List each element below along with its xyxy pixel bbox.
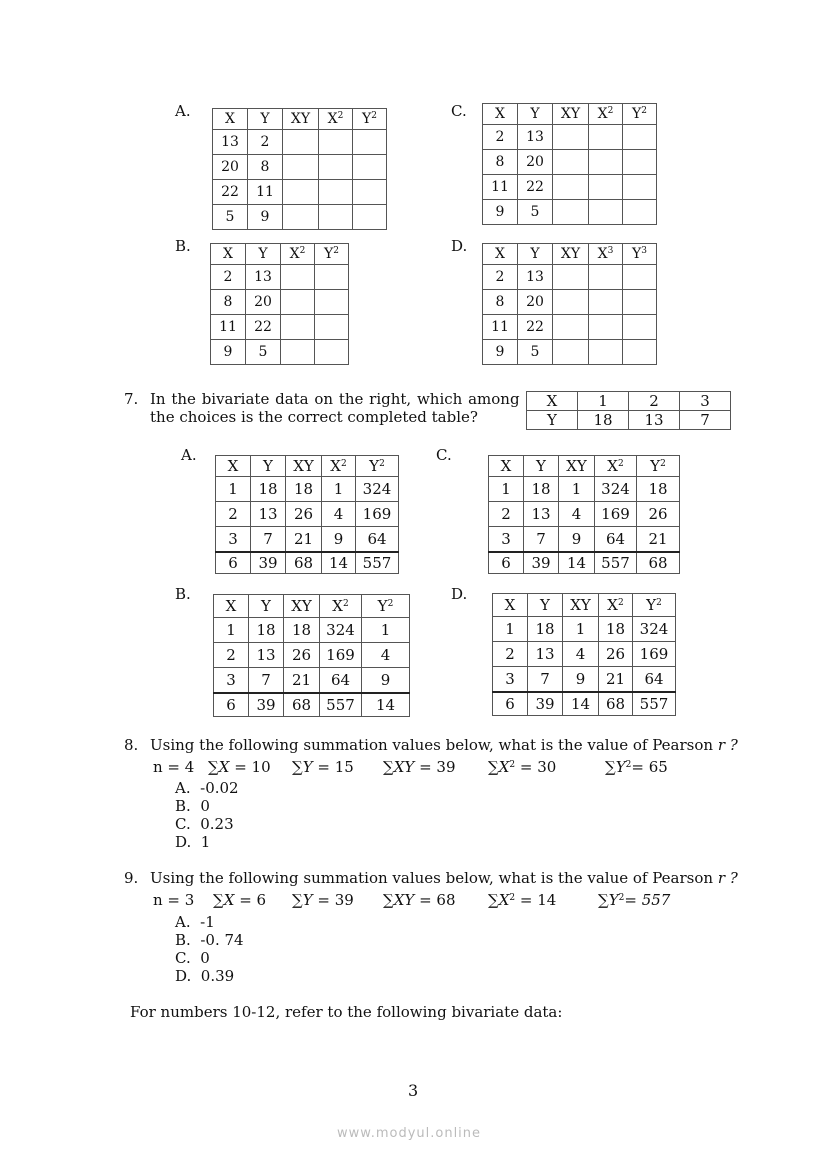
table-cell: 324 [595,477,637,502]
table-header-cell: $Y^2$ [362,595,410,618]
instruction-text: For numbers 10-12, refer to the following bivariate data: [130,1003,563,1021]
q9-option-a: A. -1 [175,913,215,931]
table-cell: 20 [213,155,248,180]
table-row [483,125,657,150]
table-cell: 1 [322,477,356,502]
table-cell [283,155,319,180]
table-cell [589,290,623,315]
table-cell: 557 [595,552,637,574]
table-cell: 2 [214,643,249,668]
table-cell: 68 [599,692,633,716]
table-cell: 7 [528,667,563,693]
table-cell [589,125,623,150]
table-cell: 6 [216,552,251,574]
table-row [216,477,399,502]
table-cell: 22 [518,175,553,200]
table-header-cell: X [213,109,248,130]
table-row [483,150,657,175]
table-cell [553,125,589,150]
table-cell: 64 [595,527,637,553]
table-header-cell: Y [246,244,281,265]
table-cell: 2 [248,130,283,155]
table-header-row [483,104,657,125]
table-cell [589,315,623,340]
table-row [493,692,676,716]
table-header-cell: X [493,594,528,617]
table-cell: 13 [246,265,281,290]
table-row [216,527,399,553]
table-cell [315,265,349,290]
table-cell: 169 [633,642,676,667]
table-cell [283,180,319,205]
table-cell: 26 [284,643,320,668]
table-cell: 11 [483,175,518,200]
table-header-cell: $X^2$ [320,595,362,618]
q8-sum-x2: $\sum X^2 = 30$ [488,758,557,776]
q9-sum-y2: $\sum Y^2= 557$ [598,891,671,909]
table-cell [623,175,657,200]
q9-sum-y: ∑Y = 39 [292,891,354,909]
table-cell [281,315,315,340]
table-header-cell: XY [284,595,320,618]
table-row [214,693,410,717]
q8-text [150,736,738,754]
table-cell: 22 [246,315,281,340]
table-cell [623,265,657,290]
table-row [213,155,387,180]
table-cell [623,315,657,340]
table-cell: 13 [518,125,553,150]
table-cell [353,155,387,180]
table-cell: 7 [251,527,286,553]
table-header-cell: Y [518,244,553,265]
table-cell: 18 [286,477,322,502]
table-header-cell: $Y^2$ [633,594,676,617]
table-cell: 18 [524,477,559,502]
table-cell [553,150,589,175]
table-cell: 6 [214,693,249,717]
table-row [483,315,657,340]
q7-option-a-label: A. [181,446,197,464]
table-cell: 4 [322,502,356,527]
table-cell [623,125,657,150]
table-header-cell: $X^2$ [599,594,633,617]
table-header-cell: XY [283,109,319,130]
table-cell [353,180,387,205]
q8-n: n = 4 [153,758,195,776]
q8-sum-y: ∑Y = 15 [292,758,354,776]
table-cell: 64 [633,667,676,693]
q6-option-a-label: A. [175,102,191,120]
table-cell: 18 [284,618,320,643]
table-cell: 1 [559,477,595,502]
table-row [493,642,676,667]
q8-sum-x: ∑X = 10 [208,758,271,776]
table-cell: 18 [528,617,563,642]
table-row [493,667,676,693]
table-cell: 68 [286,552,322,574]
table-row [213,205,387,230]
table-cell: 9 [362,668,410,694]
q6-option-b-label: B. [175,237,191,255]
table-header-cell: X [211,244,246,265]
q9-pearson-r: r ? [717,869,738,887]
q8-number: 8. [124,736,139,754]
table-cell: 1 [362,618,410,643]
table-header-cell: XY [563,594,599,617]
table-cell: 13 [528,642,563,667]
table-cell: 13 [213,130,248,155]
table-cell: 14 [563,692,599,716]
q6-option-a-table [212,108,387,230]
table-row [483,340,657,365]
table-header-row [211,244,349,265]
table-cell: 6 [489,552,524,574]
table-row [211,340,349,365]
table-cell: 8 [211,290,246,315]
table-header-cell: Y [248,109,283,130]
table-cell: 18 [251,477,286,502]
table-header-cell: XY [286,456,322,477]
table-cell: 4 [559,502,595,527]
table-cell [623,290,657,315]
table-header-row [216,456,399,477]
q9-number: 9. [124,869,139,887]
table-cell [553,265,589,290]
q7-text-line2: the choices is the correct completed table? [150,408,478,426]
table-cell: X [527,392,578,411]
q9-sum-x2: $\sum X^2 = 14$ [488,891,557,909]
table-header-cell: Y [251,456,286,477]
table-row [211,315,349,340]
table-cell: 3 [214,668,249,694]
table-row [214,668,410,694]
table-cell [315,340,349,365]
table-cell [623,200,657,225]
table-header-row [493,594,676,617]
table-cell [283,205,319,230]
table-cell: 8 [248,155,283,180]
table-cell: 68 [637,552,680,574]
table-header-cell: $X^3$ [589,244,623,265]
table-cell: 26 [637,502,680,527]
table-cell: 20 [518,150,553,175]
table-cell [315,290,349,315]
table-header-cell: $X^2$ [281,244,315,265]
q7-option-a-table [215,455,399,574]
q7-option-d-label: D. [451,585,468,603]
table-cell: 557 [356,552,399,574]
q7-bivariate-data-table [526,391,731,430]
table-row [483,265,657,290]
q7-option-d-table [492,593,676,716]
table-cell: 4 [563,642,599,667]
table-header-cell: Y [518,104,553,125]
q7-number: 7. [124,390,139,408]
table-cell: 8 [483,150,518,175]
table-cell: 11 [248,180,283,205]
table-cell [315,315,349,340]
table-row [483,200,657,225]
table-header-cell: $Y^2$ [356,456,399,477]
q9-text [150,869,738,887]
table-cell: 1 [563,617,599,642]
table-header-cell: X [216,456,251,477]
q8-question: Using the following summation values below, what is the value of Pearson [150,736,714,754]
table-cell [589,340,623,365]
table-cell: 2 [211,265,246,290]
table-cell: 5 [213,205,248,230]
table-cell [353,205,387,230]
table-cell [553,315,589,340]
table-cell: 39 [249,693,284,717]
table-cell: 1 [216,477,251,502]
table-cell [623,150,657,175]
table-cell: 13 [629,411,680,430]
q7-option-b-label: B. [175,585,191,603]
table-header-cell: Y [528,594,563,617]
table-cell: 39 [251,552,286,574]
table-cell: 64 [320,668,362,694]
table-cell [553,175,589,200]
table-cell: 7 [680,411,731,430]
table-header-cell: XY [553,104,589,125]
table-cell: 1 [489,477,524,502]
q9-sum-xy: ∑XY = 68 [383,891,456,909]
table-row [527,392,731,411]
table-cell: 6 [493,692,528,716]
table-cell: 8 [483,290,518,315]
table-cell: 4 [362,643,410,668]
table-cell: 18 [578,411,629,430]
table-header-cell: X [483,244,518,265]
q9-question: Using the following summation values below, what is the value of Pearson [150,869,714,887]
table-cell: 14 [559,552,595,574]
table-cell [319,180,353,205]
table-cell: 5 [246,340,281,365]
table-cell: 169 [595,502,637,527]
table-cell: 557 [320,693,362,717]
table-header-cell: $X^2$ [319,109,353,130]
table-cell: 13 [524,502,559,527]
q8-option-c: C. 0.23 [175,815,234,833]
table-header-cell: $Y^2$ [315,244,349,265]
table-row [527,411,731,430]
footer-watermark: www.modyul.online [337,1126,482,1141]
q6-option-d-table [482,243,657,365]
table-cell: 3 [493,667,528,693]
table-cell [553,200,589,225]
table-header-cell: XY [559,456,595,477]
q9-n: n = 3 [153,891,195,909]
table-cell [283,130,319,155]
q7-option-b-table [213,594,410,717]
table-header-cell: X [214,595,249,618]
table-cell: 21 [286,527,322,553]
table-row [483,290,657,315]
q6-option-c-table [482,103,657,225]
q6-option-c-label: C. [451,102,467,120]
table-cell [589,175,623,200]
table-cell [353,130,387,155]
q9-sum-x: ∑X = 6 [213,891,267,909]
table-header-cell: X [489,456,524,477]
table-header-cell: $X^2$ [322,456,356,477]
table-row [216,502,399,527]
table-row [213,180,387,205]
table-row [493,617,676,642]
table-cell: 324 [320,618,362,643]
table-row [489,477,680,502]
table-cell: 21 [637,527,680,553]
q8-option-b: B. 0 [175,797,210,815]
table-header-cell: X [483,104,518,125]
table-row [483,175,657,200]
table-header-row [489,456,680,477]
table-cell: 64 [356,527,399,553]
table-cell: 7 [524,527,559,553]
table-cell: 1 [578,392,629,411]
table-cell: 2 [483,265,518,290]
table-row [489,502,680,527]
table-row [216,552,399,574]
table-row [211,265,349,290]
table-cell: 20 [518,290,553,315]
table-cell: 39 [528,692,563,716]
table-row [211,290,349,315]
q7-option-c-table [488,455,680,574]
table-header-cell: $Y^3$ [623,244,657,265]
q8-option-d: D. 1 [175,833,211,851]
table-row [214,643,410,668]
table-header-row [213,109,387,130]
table-cell: 26 [599,642,633,667]
table-row [489,527,680,553]
table-cell [589,150,623,175]
table-cell [319,130,353,155]
table-cell: 39 [524,552,559,574]
table-cell: 26 [286,502,322,527]
table-header-cell: XY [553,244,589,265]
table-cell [281,340,315,365]
table-cell: 18 [249,618,284,643]
table-cell [589,200,623,225]
table-cell [589,265,623,290]
table-cell [319,155,353,180]
table-cell: 22 [213,180,248,205]
q9-option-c: C. 0 [175,949,210,967]
table-cell: 68 [284,693,320,717]
table-header-cell: $X^2$ [589,104,623,125]
table-cell [623,340,657,365]
q8-sum-y2: $\sum Y^2= 65$ [605,758,668,776]
table-cell: 22 [518,315,553,340]
q6-option-b-table [210,243,349,365]
table-cell: 2 [216,502,251,527]
table-cell: 1 [493,617,528,642]
table-cell: 21 [599,667,633,693]
table-cell [281,265,315,290]
table-cell: 324 [633,617,676,642]
table-cell: 169 [356,502,399,527]
q6-option-d-label: D. [451,237,468,255]
table-cell: 169 [320,643,362,668]
table-cell: 13 [249,643,284,668]
table-cell: 18 [599,617,633,642]
table-cell: 9 [211,340,246,365]
table-header-cell: Y [524,456,559,477]
table-cell: 9 [483,340,518,365]
table-cell: 9 [563,667,599,693]
table-cell: 21 [284,668,320,694]
table-cell: 11 [483,315,518,340]
table-header-cell: $Y^2$ [353,109,387,130]
table-header-cell: $Y^2$ [623,104,657,125]
table-cell [281,290,315,315]
table-cell: 9 [559,527,595,553]
table-cell: 2 [493,642,528,667]
table-header-cell: Y [249,595,284,618]
table-cell: 9 [322,527,356,553]
table-header-row [214,595,410,618]
table-cell [319,205,353,230]
table-cell: 7 [249,668,284,694]
table-row [489,552,680,574]
table-cell: 2 [483,125,518,150]
table-cell: 18 [637,477,680,502]
page-number: 3 [408,1081,419,1100]
table-cell: 14 [362,693,410,717]
q8-option-a: A. -0.02 [175,779,239,797]
q8-pearson-r: r ? [717,736,738,754]
table-cell: 3 [216,527,251,553]
table-cell: 9 [483,200,518,225]
table-cell: 5 [518,340,553,365]
table-cell: 2 [629,392,680,411]
table-cell: 5 [518,200,553,225]
table-cell: 9 [248,205,283,230]
table-cell [553,290,589,315]
table-header-row [483,244,657,265]
q7-option-c-label: C. [436,446,452,464]
table-cell: 13 [518,265,553,290]
table-row [214,618,410,643]
table-cell: 14 [322,552,356,574]
table-cell: 20 [246,290,281,315]
table-header-cell: $Y^2$ [637,456,680,477]
q9-option-b: B. -0. 74 [175,931,244,949]
q7-text-line1: In the bivariate data on the right, which among [150,390,520,408]
q8-sum-xy: ∑XY = 39 [383,758,456,776]
table-cell: 13 [251,502,286,527]
table-cell: 557 [633,692,676,716]
table-cell: 11 [211,315,246,340]
table-cell: 3 [680,392,731,411]
table-row [213,130,387,155]
table-cell: 1 [214,618,249,643]
q9-option-d: D. 0.39 [175,967,235,985]
table-header-cell: $X^2$ [595,456,637,477]
table-cell: Y [527,411,578,430]
table-cell: 324 [356,477,399,502]
table-cell: 3 [489,527,524,553]
table-cell [553,340,589,365]
table-cell: 2 [489,502,524,527]
